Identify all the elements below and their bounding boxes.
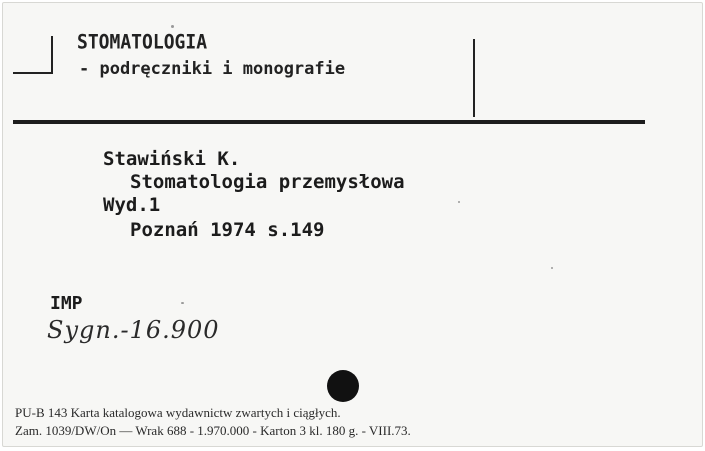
subject-subheading: - podręczniki i monografie (79, 59, 346, 79)
catalog-card (2, 2, 703, 447)
handwritten-signature-number: Sygn.-16.900 (47, 316, 220, 344)
punch-hole (327, 370, 359, 402)
footer-line-2: Zam. 1039/DW/On — Wrak 688 - 1.970.000 - Karton 3 kl. 180 g. - VIII.73. (15, 423, 411, 438)
paper-speck (458, 201, 460, 203)
footer-line-1: PU-B 143 Karta katalogowa wydawnictw zwartych i ciągłych. (15, 405, 341, 420)
stamp-label: IMP (50, 293, 83, 314)
header-left-bar (51, 36, 53, 74)
entry-imprint: Poznań 1974 s.149 (130, 219, 325, 241)
paper-speck (551, 267, 553, 269)
header-rule (13, 120, 645, 124)
paper-speck (181, 302, 184, 304)
entry-author: Stawiński K. (103, 148, 241, 170)
header-left-base (13, 72, 53, 74)
header-right-bar (473, 39, 475, 117)
entry-title: Stomatologia przemysłowa (130, 171, 405, 193)
paper-speck (171, 25, 174, 28)
subject-heading: STOMATOLOGIA (77, 31, 208, 54)
entry-edition: Wyd.1 (103, 194, 161, 216)
